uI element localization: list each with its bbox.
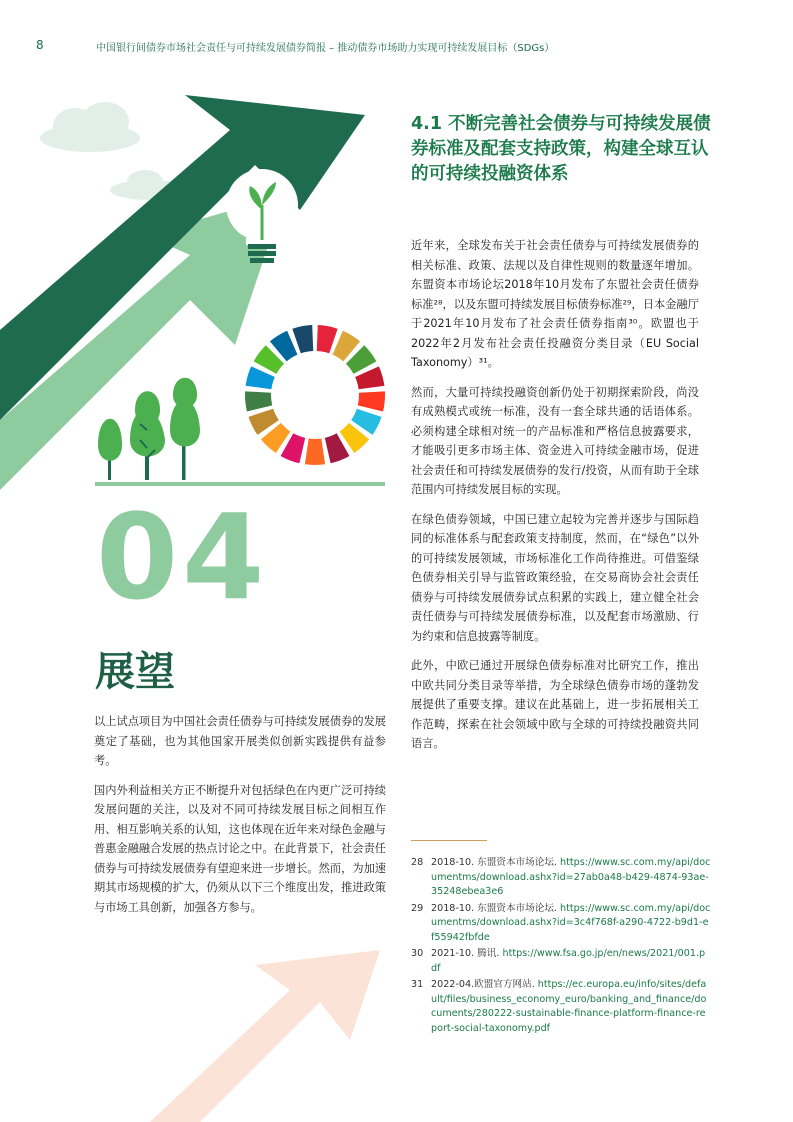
paragraph: 国内外利益相关方正不断提升对包括绿色在内更广泛可持续发展问题的关注，以及对不同可持续发展目标之间相互作用、相互影响关系的认知，这也体现在近年来对绿色金融与普惠金融融合发展的热点讨论之中。在此背景下，社会责任债券与可持续发展债券有望迎来进一步增长。然而，为加速期其市场规模的扩大，仍须从以下三个维度出发，推进政策与市场工具创新，加强各方参与。 bbox=[94, 783, 386, 914]
footnote-link[interactable]: https://www.sc.com.my/api/documentms/download.ashx?id=3c4f768f-a290-4722-b9d1-ef55942fbfde bbox=[431, 902, 711, 943]
ground-line bbox=[95, 482, 385, 486]
section-title: 4.1 不断完善社会债券与可持续发展债券标准及配套支持政策，构建全球互认的可持续投融资体系 bbox=[411, 114, 711, 184]
chapter-number: 04 bbox=[96, 488, 269, 626]
sdg-segment bbox=[245, 391, 272, 411]
footnote bbox=[411, 902, 711, 946]
sdg-wheel-icon bbox=[245, 325, 385, 465]
paragraph: 以上试点项目为中国社会责任债券与可持续发展债券的发展奠定了基础，也为其他国家开展类似创新实践提供有益参考。 bbox=[94, 715, 386, 767]
sdg-segment bbox=[292, 325, 313, 353]
footnote-link[interactable]: https://ec.europa.eu/info/sites/default/files/business_economy_euro/banking_and_finance/documents/280222-sustainable-finance-platform-finance-report-social-taxonomy.pdf bbox=[431, 979, 707, 1034]
sdg-segment bbox=[317, 325, 338, 353]
paragraph: 近年来，全球发布关于社会责任债券与可持续发展债券的相关标准、政策、法规以及自律性规则的数量逐年增加。东盟资本市场论坛2018年10月发布了东盟社会责任债券标准²⁸，以及东盟可持续发展目标债券标准²⁹，日本金融厅于2021年10月发布了社会责任债券指南³⁰。欧盟也于2022年2月发布社会责任投融资分类目录（EU Social Taxonomy）³¹。 bbox=[411, 239, 699, 369]
paragraph: 此外，中欧已通过开展绿色债券标准对比研究工作，推出中欧共同分类目录等举措，为全球绿色债券市场的蓬勃发展提供了重要支撑。建议在此基础上，进一步拓展相关工作范畴，探索在社会领域中欧与全球的可持续投融资共同语言。 bbox=[411, 659, 699, 750]
footnote bbox=[411, 856, 711, 900]
peach-arrow-shape bbox=[95, 950, 380, 1122]
footnote-text: 2021-10. 腾讯. bbox=[431, 948, 503, 959]
footnote-divider bbox=[411, 840, 487, 841]
footnote-link[interactable]: https://www.fsa.go.jp/en/news/2021/001.pdf bbox=[431, 948, 706, 974]
footnote-number: 29 bbox=[411, 902, 424, 914]
tree-icon bbox=[130, 391, 165, 480]
tree-icon bbox=[170, 378, 200, 480]
footnote-text: 2018-10. 东盟资本市场论坛. bbox=[431, 902, 561, 914]
footnote bbox=[411, 978, 711, 1036]
right-column bbox=[411, 236, 699, 764]
tree-icon bbox=[98, 419, 122, 480]
left-column bbox=[94, 712, 386, 927]
footnote-number: 28 bbox=[411, 857, 424, 868]
chapter-title: 展望 bbox=[95, 649, 175, 695]
paragraph: 在绿色债券领域，中国已建立起较为完善并逐步与国际趋同的标准体系与配套政策支持制度，然而，在“绿色”以外的可持续发展领域，市场标准化工作尚待推进。可借鉴绿色债券相关引导与监管政策经验，在交易商协会社会责任债券与可持续发展债券试点积累的实践上，建立健全社会责任债券与可持续发展债券标准，以及配套市场激励、行为约束和信息披露等制度。 bbox=[411, 512, 699, 643]
footnote-text: 2018-10. 东盟资本市场论坛. bbox=[431, 857, 561, 868]
footnote-link[interactable]: https://www.sc.com.my/api/documentms/download.ashx?id=27ab0a48-b429-4874-93ae-35248ebea3e6 bbox=[431, 857, 711, 897]
footnote-text: 2022-04.欧盟官方网站. bbox=[431, 979, 538, 990]
footnote bbox=[411, 947, 711, 976]
footnotes bbox=[411, 856, 711, 1038]
sdg-segment bbox=[305, 439, 325, 465]
footnote-number: 30 bbox=[411, 948, 424, 959]
page-number: 8 bbox=[36, 38, 44, 52]
sdg-segment bbox=[358, 391, 385, 411]
running-title: 中国银行间债券市场社会责任与可持续发展债券简报 – 推动债券市场助力实现可持续发展目标（SDGs） bbox=[96, 43, 555, 54]
footnote-number: 31 bbox=[411, 979, 424, 990]
paragraph: 然而，大量可持续投融资创新仍处于初期探索阶段，尚没有成熟模式或统一标准，没有一套全球共通的话语体系。必须构建全球相对统一的产品标准和严格信息披露要求，才能吸引更多市场主体、资金进入可持续金融市场，促进社会责任和可持续发展债券的发行/投资，从而有助于全球范围内可持续发展目标的实现。 bbox=[411, 385, 699, 496]
